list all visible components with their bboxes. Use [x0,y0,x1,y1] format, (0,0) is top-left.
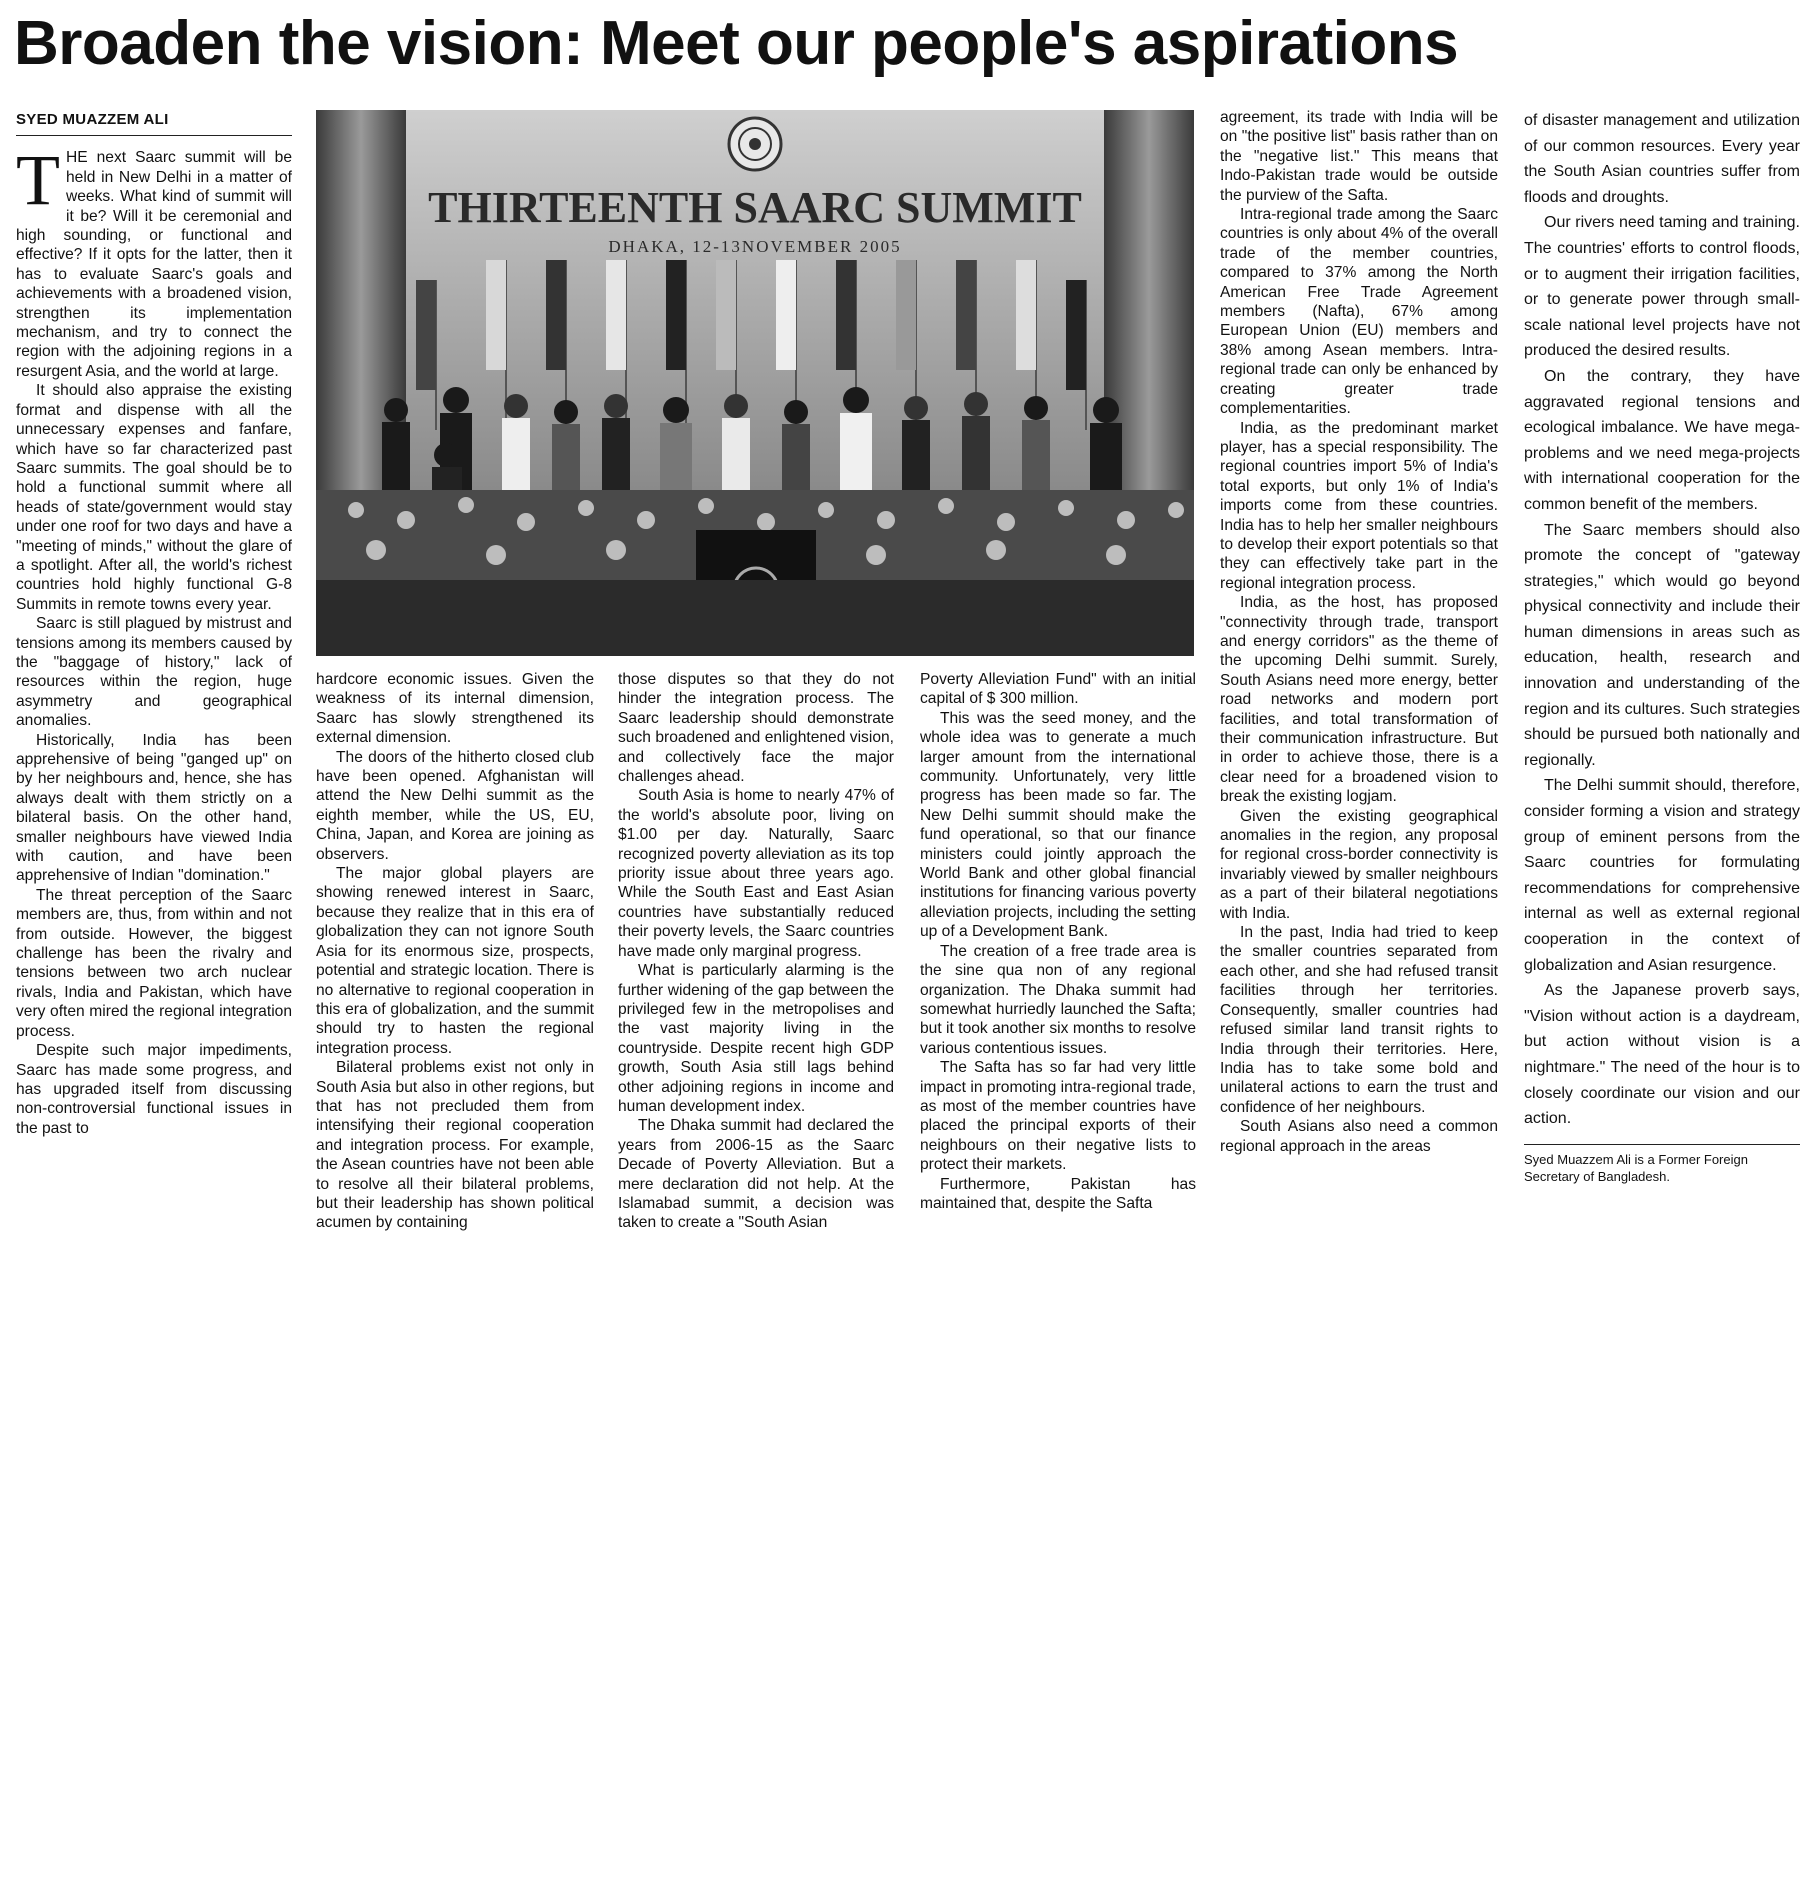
paragraph: On the contrary, they have aggravated regional tensions and ecological imbalance. We have mega-problems and we need mega-projects with international cooperation for the common benefit of the members. [1524,367,1800,513]
paragraph: Given the existing geographical anomalies in the region, any proposal for regional cross-border connectivity is invariably viewed by smaller neighbours as a part of their bilateral negotiations with India. [1220,807,1498,922]
paragraph: India, as the host, has proposed "connectivity through trade, transport and energy corridors" as the theme of the upcoming Delhi summit. Surely, South Asians need more energy, better road networks and modern port facilities, and total transformation of their communication infrastructure. But in order to achieve those, there is a clear need for a broadened vision to break the existing logjam. [1220,594,1498,806]
article-column-2 [316,670,594,1898]
paragraph: In the past, India had tried to keep the smaller countries separated from each other, and she had refused transit facilities through her territories. Consequently, smaller countries had refused similar land transit rights to India through their territories. Here, India has to take some bold and unilateral actions to earn the trust and confidence of her neighbours. [1220,924,1498,1116]
drop-cap: T [16,140,60,221]
paragraph: The threat perception of the Saarc members are, thus, from within and not from outside. However, the biggest challenge has been the rivalry and tensions between two arch nuclear rivals, India and Pakistan, which have very often mired the regional integration process. [16,886,292,1040]
article-column-6 [1524,108,1800,1336]
article-column-1 [16,110,292,1338]
paragraph: Saarc is still plagued by mistrust and tensions among its members caused by the "baggage of history," lack of resources within the region, huge asymmetry and geographical anomalies. [16,615,292,730]
banner-title: THIRTEENTH SAARC SUMMIT [428,183,1082,232]
paragraph: This was the seed money, and the whole idea was to generate a much larger amount from the international community. Unfortunately, very little progress has been made so far. The New Delhi summit should make the fund operational, so that our finance ministers could jointly approach the World Bank and other global financial institutions for financing various poverty alleviation projects, including the setting up of a Development Bank. [920,709,1196,941]
paragraph: The major global players are showing renewed interest in Saarc, because they realize that in this era of globalization they can not ignore South Asia for its enormous size, prospects, potential and strategic location. There is no alternative to regional cooperation in this era of globalization, and the summit should try to hasten the regional integration process. [316,865,594,1057]
audience-area [316,580,1194,656]
paragraph: Despite such major impediments, Saarc has made some progress, and has upgraded itself from discussing non-controversial functional issues in the past to [16,1042,292,1137]
article-column-4 [920,670,1196,1898]
paragraph: The Safta has so far had very little impact in promoting intra-regional trade, as most of the member countries have placed the principal exports of their neighbours on their negative lists to protect their markets. [920,1059,1196,1174]
paragraph: The Delhi summit should, therefore, consider forming a vision and strategy group of eminent persons from the Saarc countries for formulating recommendations for comprehensive internal as well as external regional cooperation in the context of globalization and Asian resurgence. [1524,777,1800,974]
paragraph: As the Japanese proverb says, "Vision without action is a daydream, but action without vision is a nightmare." The need of the hour is to closely coordinate our vision and our action. [1524,982,1800,1128]
paragraph: South Asians also need a common regional approach in the areas [1220,1118,1498,1155]
banner-subtitle: DHAKA, 12-13NOVEMBER 2005 [608,237,902,256]
article-column-3 [618,670,894,1898]
headline: Broaden the vision: Meet our people's aspirations [14,9,1459,78]
paragraph: Bilateral problems exist not only in South Asia but also in other regions, but that has not precluded them from intensifying their regional cooperation and integration process. For example, the Asean countries have not been able to resolve all their bilateral problems, but their leadership has shown political acumen by containing [316,1059,594,1232]
summit-photo-illustration [316,110,1194,656]
paragraph: The doors of the hitherto closed club have been opened. Afghanistan will attend the New Delhi summit as the eighth member, while the US, EU, China, Japan, and Korea are joining as observers. [316,748,594,863]
saarc-emblem [729,118,781,170]
paragraph: Intra-regional trade among the Saarc countries is only about 4% of the overall trade of the member countries, compared to 37% among the North American Free Trade Agreement members (Nafta), 67% among European Union (EU) members and 38% among Asean members. Intra-regional trade can only be enhanced by creating greater trade complementarities. [1220,206,1498,418]
paragraph: The creation of a free trade area is the sine qua non of any regional organization. The Dhaka summit had somewhat hurriedly launched the Safta; but it took another six months to resolve various contentious issues. [920,942,1196,1057]
paragraph: It should also appraise the existing format and dispense with all the unnecessary expenses and fanfare, which have so far characterized past Saarc summits. The goal should be to hold a functional summit where all heads of state/government would stay under one roof for two days and have a "meeting of minds," without the glare of a spotlight. After all, the world's richest countries hold highly functional G-8 Summits in remote towns every year. [16,382,292,613]
paragraph: South Asia is home to nearly 47% of the world's absolute poor, living on $1.00 per day. Naturally, Saarc recognized poverty alleviation as its top priority issue about three years ago. While the South East and East Asian countries have substantially reduced their poverty levels, the Saarc countries have made only marginal progress. [618,787,894,960]
paragraph: Poverty Alleviation Fund" with an initial capital of $ 300 million. [920,671,1196,708]
article-column-5 [1220,108,1498,1336]
paragraph [16,140,292,381]
paragraph: hardcore economic issues. Given the weakness of its internal dimension, Saarc has slowly strengthened its external dimension. [316,671,594,747]
paragraph-text: HE next Saarc summit will be held in New Delhi in a matter of weeks. What kind of summit will it be? Will it be ceremonial and high sounding, or functional and effective? If it opts for the latter, then it has to evaluate Saarc's goals and achievements with a broadened vision, strengthen its implementation mechanism, and try to connect the region with the adjoining regions in a resurgent Asia, and the world at large. [16,149,292,380]
byline: SYED MUAZZEM ALI [16,110,292,136]
paragraph: those disputes so that they do not hinder the integration process. The Saarc leadership should demonstrate such broadened and enlightened vision, and collectively face the major challenges ahead. [618,671,894,786]
paragraph: What is particularly alarming is the further widening of the gap between the privileged few in the metropolises and the vast majority living in the countryside. Despite recent high GDP growth, South Asia still lags behind other adjoining regions in income and human development index. [618,962,894,1115]
paragraph: India, as the predominant market player, has a special responsibility. The regional countries import 5% of India's total exports, but only 1% of India's imports come from these countries. India has to help her smaller neighbours to develop their export potentials so that they can effectively take part in the regional integration process. [1220,419,1498,592]
paragraph: Furthermore, Pakistan has maintained that, despite the Safta [920,1175,1196,1212]
paragraph: agreement, its trade with India will be on "the positive list" basis rather than on the "negative list." This means that Indo-Pakistan trade would be outside the purview of the Safta. [1220,109,1498,204]
summit-photo [316,110,1194,656]
paragraph: The Saarc members should also promote the concept of "gateway strategies," which would go beyond physical connectivity and include their human dimensions in areas such as education, health, research and innovation and understanding of the region and its cultures. Such strategies should be pursued both nationally and regionally. [1524,521,1800,769]
paragraph: of disaster management and utilization of our common resources. Every year the South Asian countries suffer from floods and droughts. [1524,112,1800,206]
paragraph: Historically, India has been apprehensive of being "ganged up" on by her neighbours and, hence, she has always dealt with them strictly on a bilateral basis. On the other hand, smaller neighbours have viewed India with caution, and have been apprehensive of Indian "domination." [16,731,292,885]
paragraph: Our rivers need taming and training. The countries' efforts to control floods, or to augment their irrigation facilities, or to generate power through small-scale national level projects have not produced the desired results. [1524,214,1800,360]
paragraph: The Dhaka summit had declared the years from 2006-15 as the Saarc Decade of Poverty Alleviation. But a mere declaration did not help. At the Islamabad summit, a decision was taken to create a "South Asian [618,1117,894,1232]
author-bio: Syed Muazzem Ali is a Former Foreign Secretary of Bangladesh. [1524,1144,1800,1185]
